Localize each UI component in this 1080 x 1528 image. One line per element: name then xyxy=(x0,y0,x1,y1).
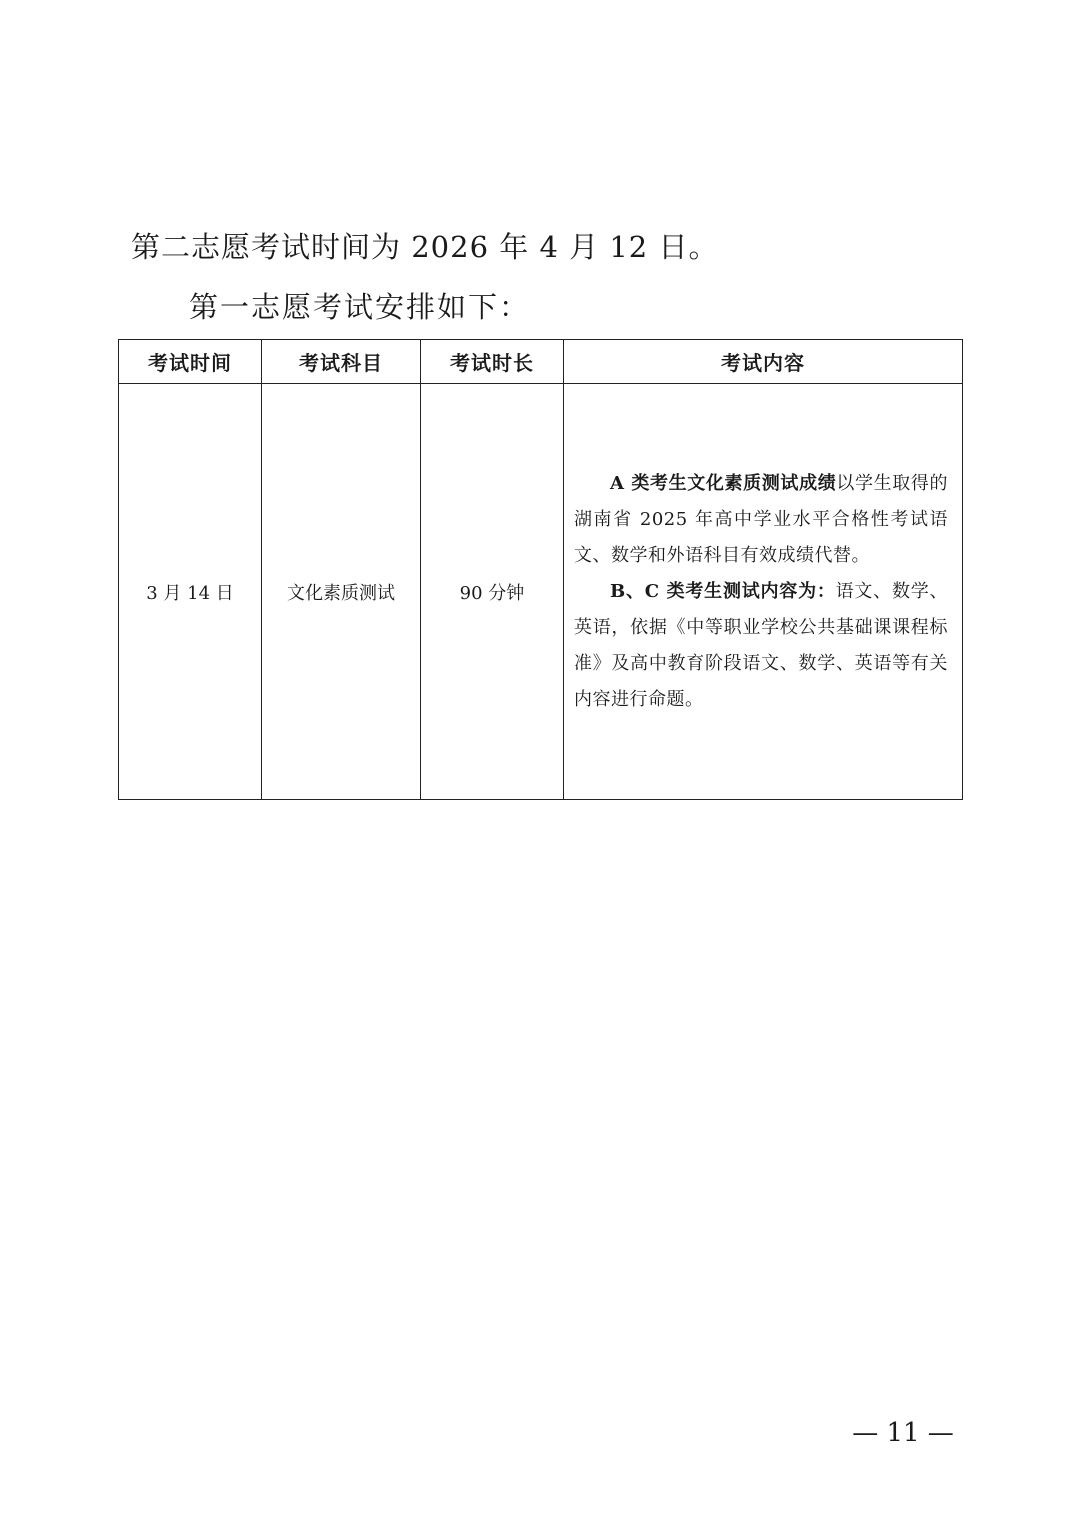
cell-exam-time: 3 月 14 日 xyxy=(119,384,262,800)
content-paragraph-a xyxy=(574,466,948,574)
exam-schedule-table xyxy=(118,339,963,800)
cell-exam-subject: 文化素质测试 xyxy=(262,384,421,800)
content-a-text: 以学生取得的湖南省 2025 年高中学业水平合格性考试语文、数学和外语科目有效成绩代替。 xyxy=(574,472,949,566)
second-choice-exam-time-paragraph: 第二志愿考试时间为 2026 年 4 月 12 日。 xyxy=(131,230,719,264)
page-number: — 11 — xyxy=(852,1418,954,1448)
first-choice-arrangement-paragraph: 第一志愿考试安排如下： xyxy=(189,290,531,324)
content-bc-bold: B、C 类考生测试内容为： xyxy=(610,580,836,602)
header-exam-time: 考试时间 xyxy=(119,340,262,384)
header-exam-subject: 考试科目 xyxy=(262,340,421,384)
header-exam-content: 考试内容 xyxy=(564,340,963,384)
cell-exam-content xyxy=(564,384,963,800)
header-exam-duration: 考试时长 xyxy=(421,340,564,384)
content-a-bold: A 类考生文化素质测试成绩 xyxy=(610,472,837,494)
content-bc-text: 语文、数学、英语，依据《中等职业学校公共基础课课程标准》及高中教育阶段语文、数学、英语等有关内容进行命题。 xyxy=(574,580,949,710)
content-paragraph-bc xyxy=(574,574,948,718)
table-row xyxy=(119,384,963,800)
table-header-row xyxy=(119,340,963,384)
cell-exam-duration: 90 分钟 xyxy=(421,384,564,800)
